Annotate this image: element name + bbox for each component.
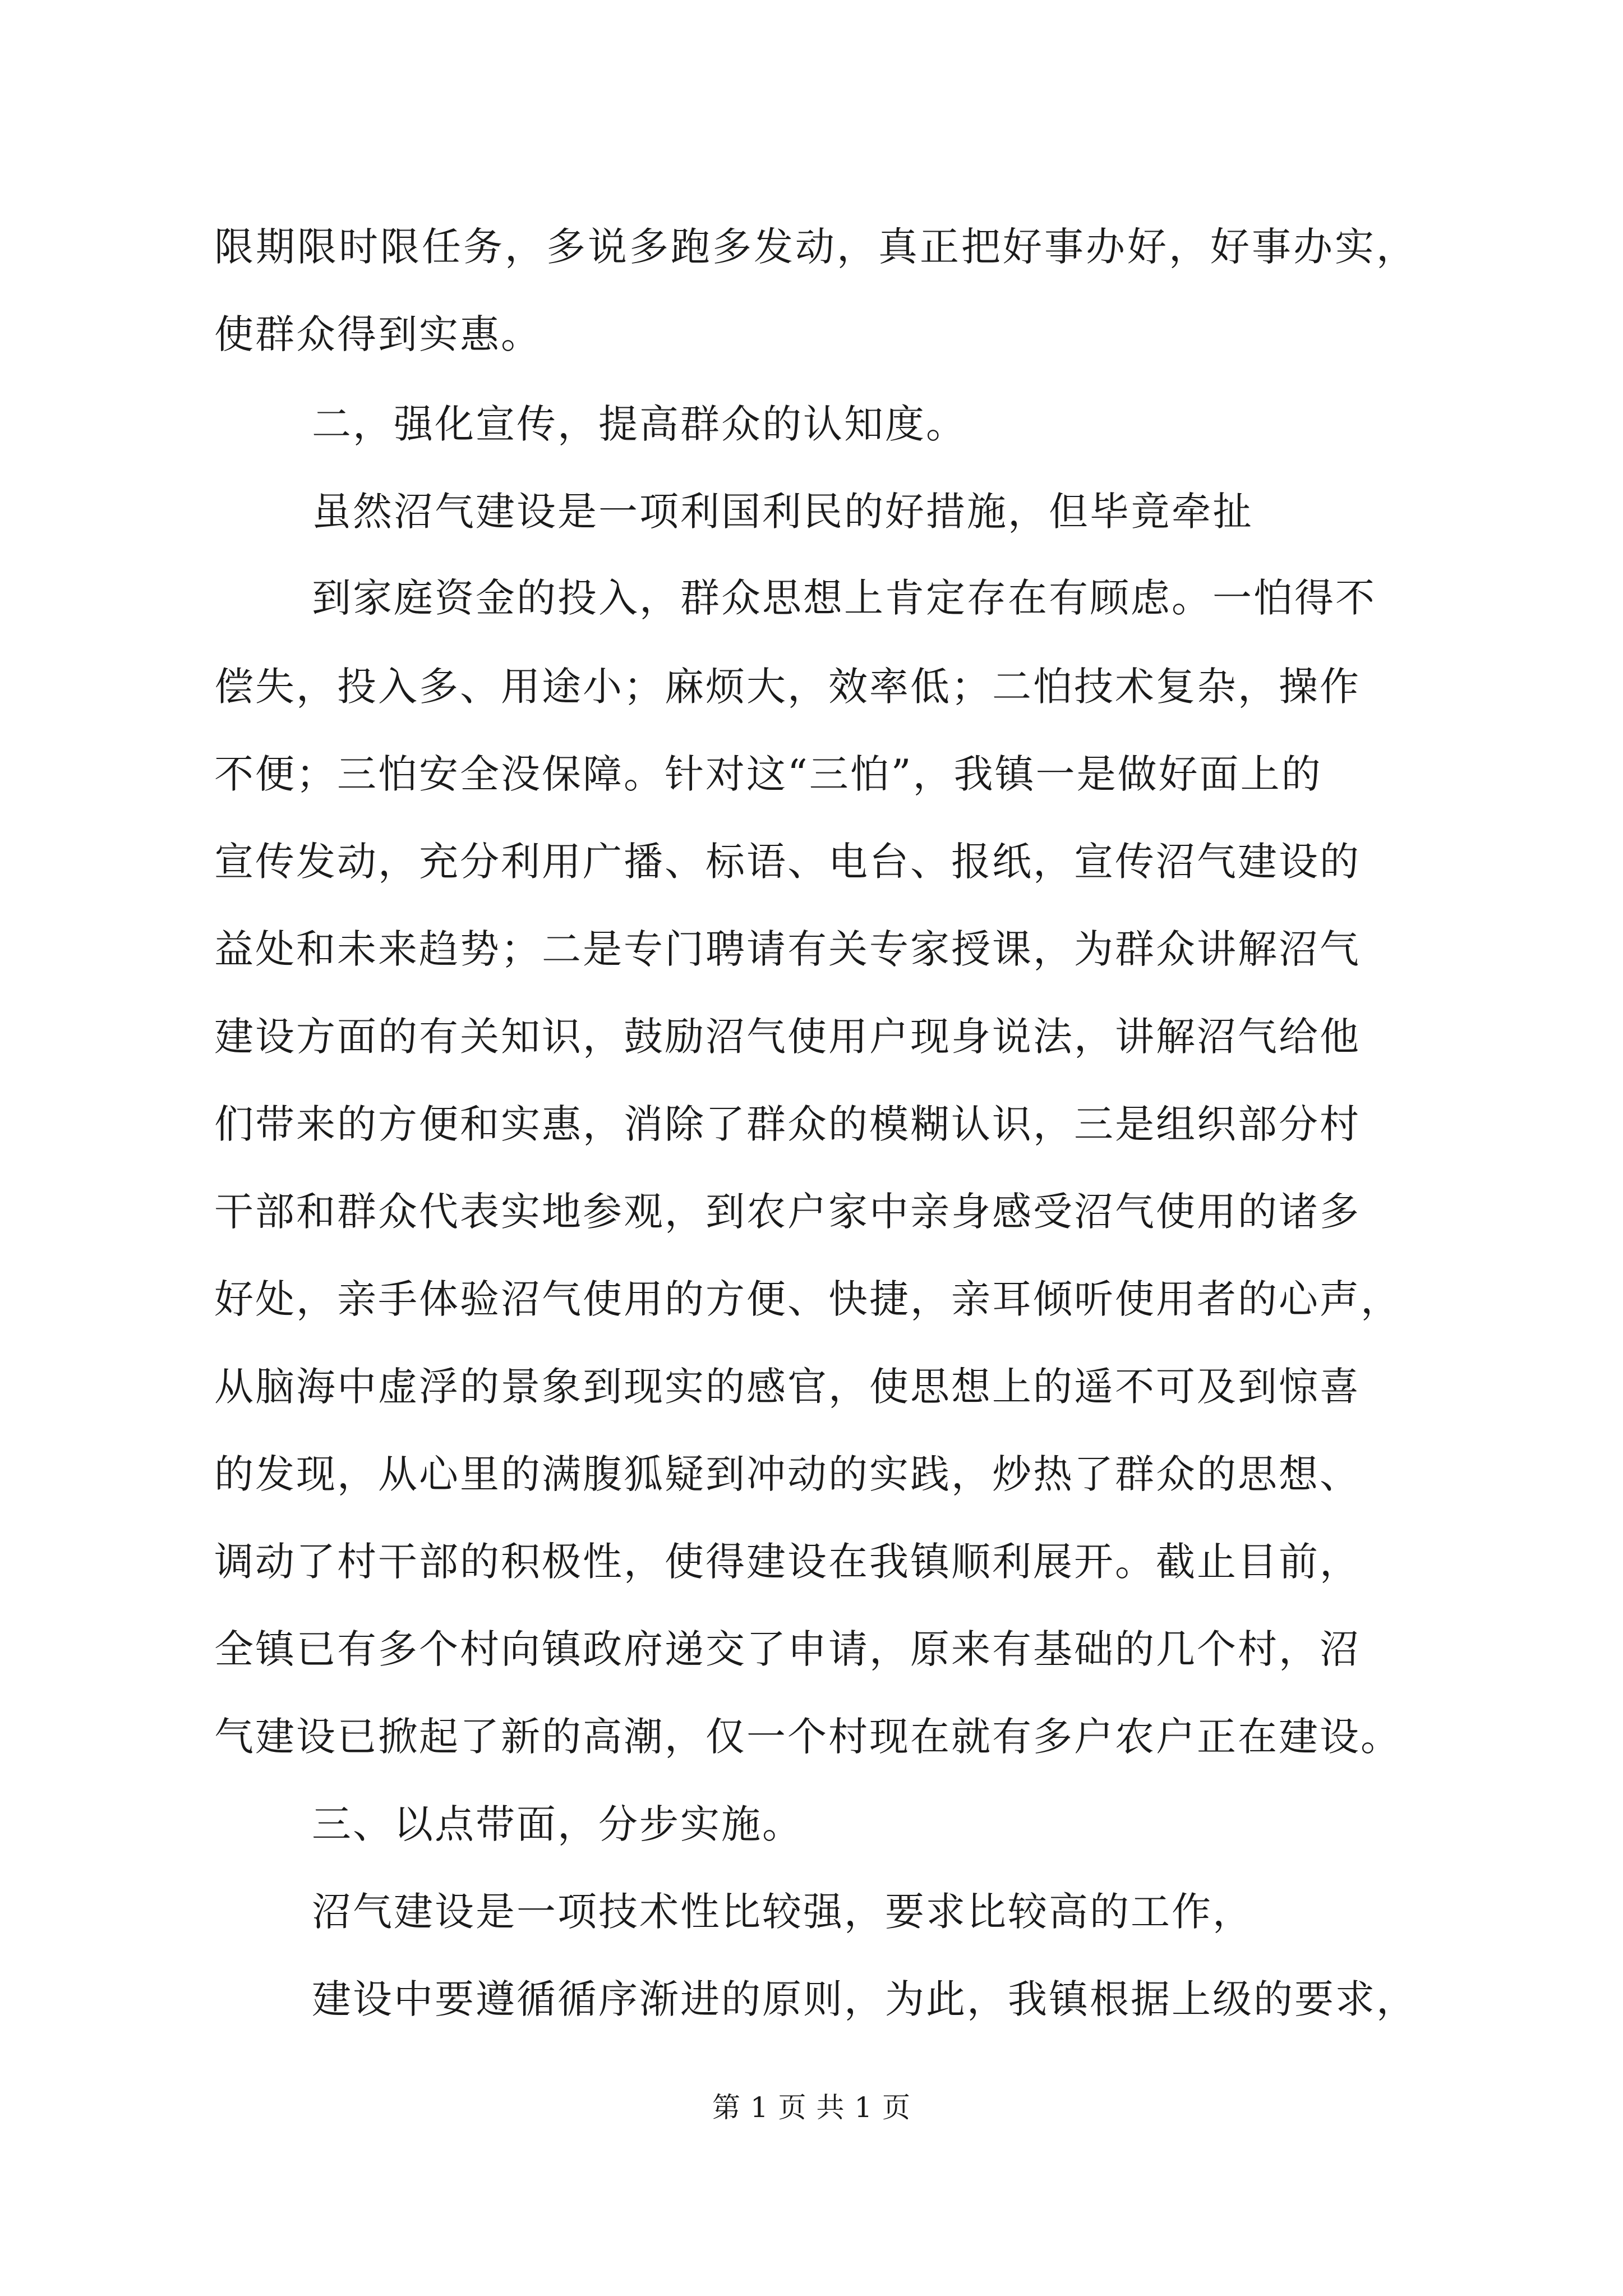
- section-heading: 三、以点带面，分步实施。: [312, 1801, 803, 1847]
- body-text-line: 偿失，投入多、用途小；麻烦大，效率低；二怕技术复杂，操作: [214, 664, 1361, 710]
- body-text-line: 气建设已掀起了新的高潮，仅一个村现在就有多户农户正在建设。: [214, 1714, 1401, 1760]
- body-text-line: 的发现，从心里的满腹狐疑到冲动的实践，炒热了群众的思想、: [214, 1451, 1361, 1497]
- page-footer: 第 1 页 共 1 页: [712, 2091, 911, 2124]
- body-text-line: 益处和未来趋势；二是专门聘请有关专家授课，为群众讲解沼气: [214, 926, 1361, 972]
- body-text-line: 沼气建设是一项技术性比较强，要求比较高的工作，: [312, 1889, 1253, 1935]
- body-text-line: 全镇已有多个村向镇政府递交了申请，原来有基础的几个村，沼: [214, 1626, 1361, 1672]
- body-text-line: 干部和群众代表实地参观，到农户家中亲身感受沼气使用的诸多: [214, 1189, 1361, 1235]
- section-heading: 二，强化宣传，提高群众的认知度。: [312, 401, 967, 447]
- body-text-line: 到家庭资金的投入，群众思想上肯定存在有顾虑。一怕得不: [312, 575, 1376, 621]
- body-text-line: 建设方面的有关知识，鼓励沼气使用户现身说法，讲解沼气给他: [214, 1014, 1361, 1060]
- body-text-line: 建设中要遵循循序渐进的原则，为此，我镇根据上级的要求，: [312, 1976, 1417, 2022]
- body-text-line: 从脑海中虚浮的景象到现实的感官，使思想上的遥不可及到惊喜: [214, 1364, 1361, 1410]
- body-text-line: 不便；三怕安全没保障。针对这“三怕”，我镇一是做好面上的: [214, 751, 1322, 797]
- body-text-line: 宣传发动，充分利用广播、标语、电台、报纸，宣传沼气建设的: [214, 839, 1361, 885]
- body-text-line: 使群众得到实惠。: [214, 311, 542, 357]
- body-text-line: 虽然沼气建设是一项利国利民的好措施，但毕竟牵扯: [312, 489, 1253, 535]
- body-text-line: 们带来的方便和实惠，消除了群众的模糊认识，三是组织部分村: [214, 1101, 1361, 1147]
- body-text-line: 调动了村干部的积极性，使得建设在我镇顺利展开。截止目前，: [214, 1539, 1361, 1585]
- body-text-line: 好处，亲手体验沼气使用的方便、快捷，亲耳倾听使用者的心声，: [214, 1276, 1401, 1322]
- body-text-line: 限期限时限任务，多说多跑多发动，真正把好事办好，好事办实，: [214, 224, 1418, 270]
